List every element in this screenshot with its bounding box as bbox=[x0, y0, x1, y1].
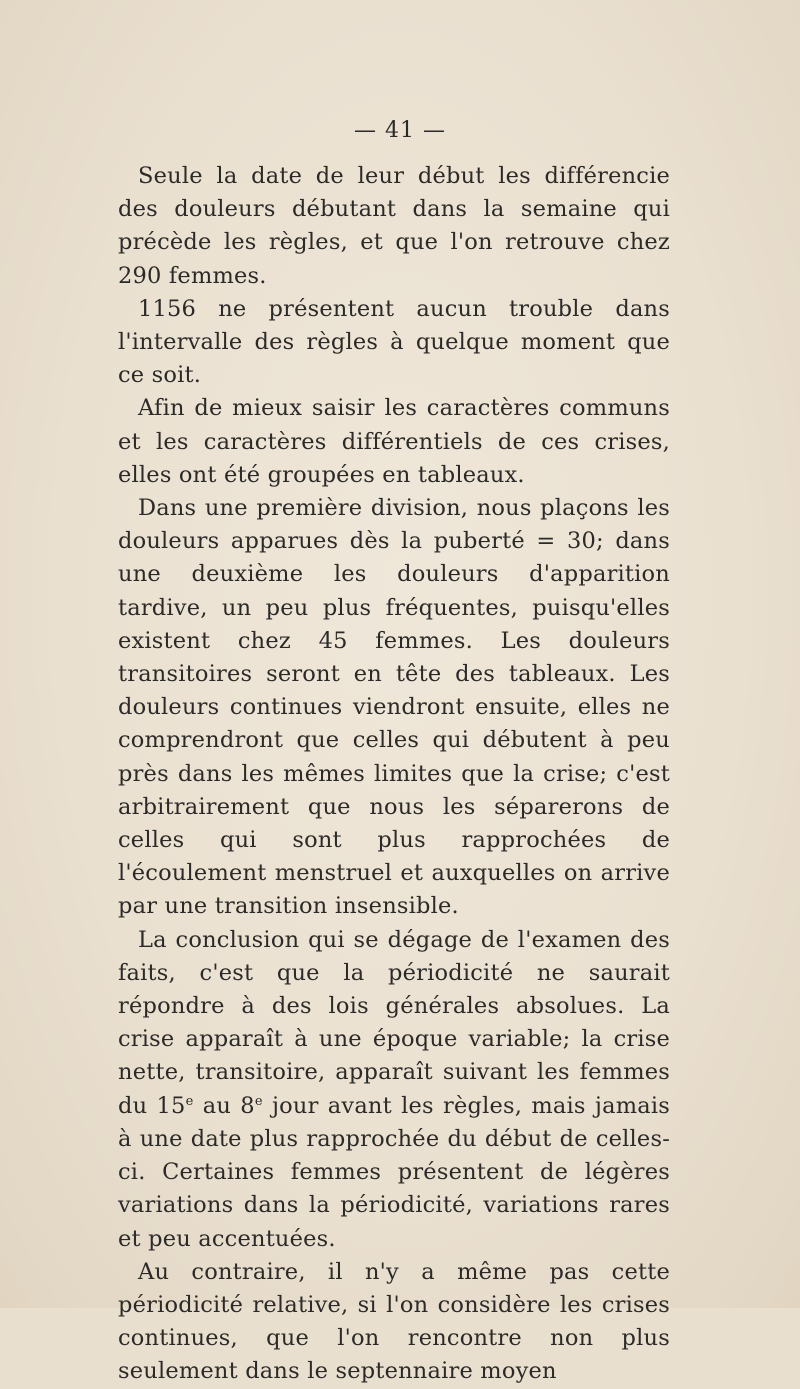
paragraph-5-part-2: au 8 bbox=[193, 1092, 255, 1119]
paragraph-3: Afin de mieux saisir les caractères communs et les caractères différentiels de ces crises, elles ont été groupées en tableaux. bbox=[118, 395, 670, 488]
paragraph-5-part-3: jour avant les règles, mais jamais à une date plus rapprochée du début de celles-ci. Certaines femmes présentent de légères variations dans la périodicité, variations rares et peu accentuées. bbox=[118, 1092, 670, 1252]
paragraph-5 bbox=[118, 924, 670, 1256]
paragraph-6: Au contraire, il n'y a même pas cette périodicité relative, si l'on considère les crises continues, que l'on rencontre non plus seulement dans le septennaire moyen bbox=[118, 1258, 670, 1385]
paragraph-5-part-1: La conclusion qui se dégage de l'examen des faits, c'est que la périodicité ne saurait répondre à des lois générales absolues. La crise apparaît à une époque variable; la crise nette, transitoire, apparaît suivant les femmes du 15 bbox=[118, 926, 670, 1119]
ordinal-suffix: e bbox=[254, 1093, 263, 1109]
body-text bbox=[118, 160, 670, 1389]
paragraph-2: 1156 ne présentent aucun trouble dans l'intervalle des règles à quelque moment que ce soit. bbox=[118, 295, 670, 389]
paragraph-4: Dans une première division, nous plaçons les douleurs apparues dès la puberté = 30; dans une deuxième les douleurs d'apparition tardive, un peu plus fréquentes, puisqu'elles existent chez 45 femmes. Les douleurs transitoires seront en tête des tableaux. Les douleurs continues viendront ensuite, elles ne comprendront que celles qui débutent à peu près dans les mêmes limites que la crise; c'est arbitrairement que nous les séparerons de celles qui sont plus rapprochées de l'écoulement menstruel et auxquelles on arrive par une transition insensible. bbox=[118, 495, 670, 920]
page-number: — 41 — bbox=[354, 118, 446, 143]
paragraph-1: Seule la date de leur début les différencie des douleurs débutant dans la semaine qui précède les règles, et que l'on retrouve chez 290 femmes. bbox=[118, 163, 670, 289]
ordinal-suffix: e bbox=[185, 1093, 194, 1109]
